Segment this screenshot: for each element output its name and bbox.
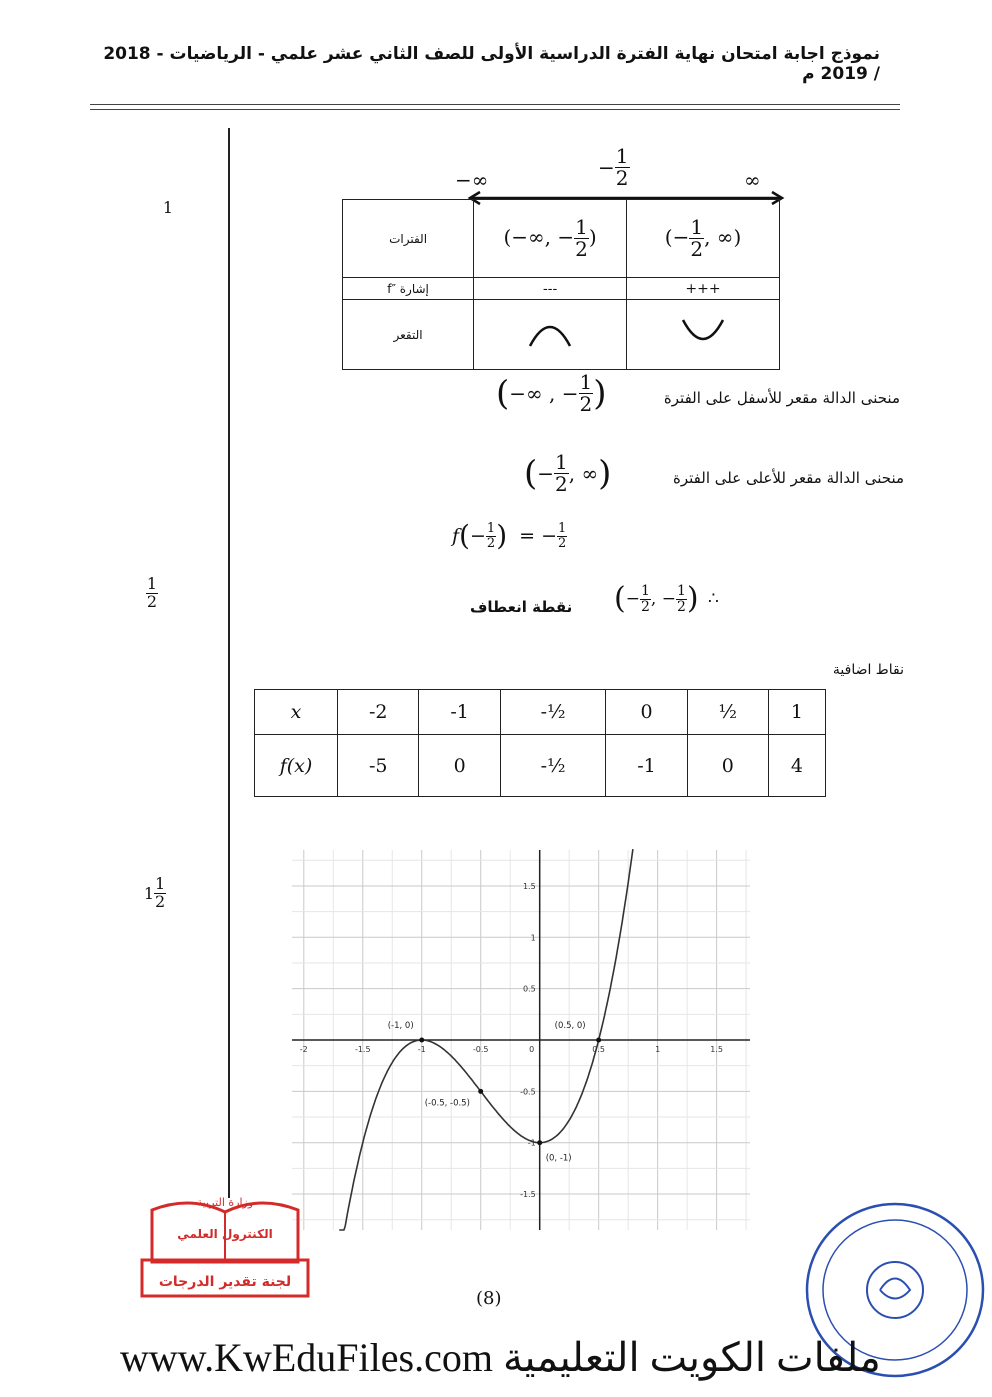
curve-point bbox=[596, 1038, 601, 1043]
second-derivative-sign-table bbox=[342, 199, 780, 370]
f-evaluation: f(− $\frac{1}{2}$ ) = − $\frac{1}{2}$ bbox=[452, 519, 567, 553]
fx-header: f(x) bbox=[255, 735, 338, 797]
page-header: نموذج اجابة امتحان نهاية الفترة الدراسية الأولى للصف الثاني عشر علمي - الرياضيات - 2018 / 2019 م bbox=[103, 44, 880, 84]
concave-up-statement: منحنى الدالة مقعر للأعلى على الفترة bbox=[673, 469, 904, 487]
concave-down-statement: منحنى الدالة مقعر للأسفل على الفترة bbox=[663, 389, 900, 407]
x-tick-label: 1 bbox=[655, 1045, 661, 1054]
x-cell: -½ bbox=[500, 690, 605, 735]
inflection-label: نقطة انعطاف bbox=[470, 598, 573, 616]
x-tick-label: -1.5 bbox=[354, 1045, 371, 1054]
x-header: x bbox=[255, 690, 338, 735]
pos-infinity-label: ∞ bbox=[744, 168, 761, 192]
fx-cell: -½ bbox=[500, 735, 605, 797]
x-cell: ½ bbox=[687, 690, 768, 735]
extra-points-table bbox=[254, 689, 826, 797]
fx-cell: -1 bbox=[606, 735, 687, 797]
interval-left: (−∞, − $\frac{1}{2}$ ) bbox=[474, 200, 627, 278]
svg-text:وزارة التربية: وزارة التربية bbox=[196, 1196, 254, 1209]
sign-positive: +++ bbox=[627, 278, 780, 300]
x-tick-label: 1.5 bbox=[710, 1045, 723, 1054]
point-label: (-0.5, -0.5) bbox=[424, 1098, 470, 1109]
svg-text:الكنترول العلمي: الكنترول العلمي bbox=[177, 1227, 273, 1241]
y-tick-label: -1.5 bbox=[520, 1190, 536, 1200]
curve-point bbox=[478, 1089, 483, 1094]
y-tick-label: -1 bbox=[527, 1138, 536, 1148]
score-1: 1 bbox=[162, 198, 174, 217]
concave-up-interval: (− $\frac{1}{2}$ , ∞) bbox=[524, 450, 612, 496]
page-number: (8) bbox=[476, 1288, 502, 1309]
concave-up-icon bbox=[627, 300, 780, 370]
curve-point bbox=[537, 1140, 542, 1145]
extra-points-caption: نقاط اضافية bbox=[832, 662, 904, 678]
point-label: (0, -1) bbox=[545, 1153, 572, 1164]
curve-point bbox=[419, 1038, 424, 1043]
sign-negative: --- bbox=[474, 278, 627, 300]
y-tick-label: 0.5 bbox=[522, 984, 536, 994]
x-tick-label: 0.5 bbox=[592, 1045, 606, 1054]
f-double-prime-sign-label: إشارة ″f bbox=[343, 278, 474, 300]
fx-cell: 0 bbox=[419, 735, 500, 797]
concave-down-interval: (−∞ , − $\frac{1}{2}$ ) bbox=[496, 370, 607, 416]
svg-text:لجنة تقدير الدرجات: لجنة تقدير الدرجات bbox=[158, 1274, 292, 1290]
x-cell: 1 bbox=[768, 690, 825, 735]
x-tick-label: -0.5 bbox=[472, 1045, 489, 1054]
concavity-label: التقعر bbox=[343, 300, 474, 370]
fx-cell: 0 bbox=[687, 735, 768, 797]
score-one-and-half: 1 $\frac{1}{2}$ bbox=[143, 874, 166, 911]
fx-cell: 4 bbox=[768, 735, 825, 797]
score-half: $\frac{1}{2}$ bbox=[146, 574, 158, 611]
critical-value-label: − $\frac{1}{2}$ bbox=[598, 144, 629, 190]
x-tick-label: 0 bbox=[529, 1045, 535, 1054]
point-label: (0.5, 0) bbox=[554, 1021, 586, 1031]
fx-cell: -5 bbox=[338, 735, 419, 797]
interval-right: (− $\frac{1}{2}$ , ∞) bbox=[627, 200, 780, 278]
margin-divider bbox=[228, 128, 230, 1198]
grading-committee-stamp bbox=[140, 1190, 310, 1300]
y-tick-label: 1 bbox=[530, 933, 536, 943]
site-footer: www.KwEduFiles.com ملفات الكويت التعليمية bbox=[120, 1335, 881, 1380]
point-label: (-1, 0) bbox=[387, 1021, 414, 1031]
x-tick-label: -2 bbox=[299, 1045, 308, 1054]
x-cell: 0 bbox=[606, 690, 687, 735]
header-rule-bottom bbox=[90, 109, 900, 110]
intervals-label: الفترات bbox=[343, 200, 474, 278]
function-graph bbox=[250, 840, 750, 1240]
y-tick-label: 1.5 bbox=[522, 881, 536, 891]
y-tick-label: -0.5 bbox=[520, 1087, 536, 1097]
x-cell: -1 bbox=[419, 690, 500, 735]
x-tick-label: -1 bbox=[417, 1045, 426, 1054]
neg-infinity-label: −∞ bbox=[455, 168, 489, 192]
inflection-point: (− $\frac{1}{2}$ , − $\frac{1}{2}$ ) ∴ bbox=[614, 581, 719, 617]
header-rule-top bbox=[90, 104, 900, 105]
x-cell: -2 bbox=[338, 690, 419, 735]
concave-down-icon bbox=[474, 300, 627, 370]
